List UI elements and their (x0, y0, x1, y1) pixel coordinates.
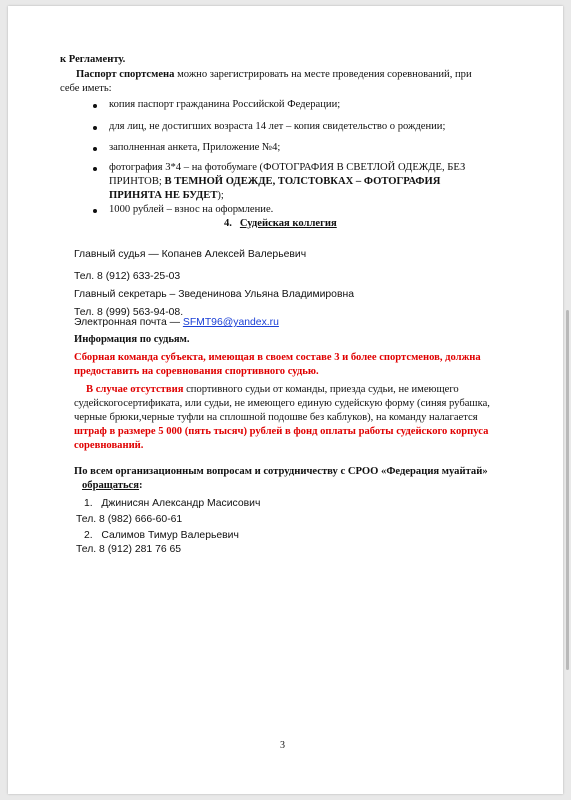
list-item-continuation (109, 175, 440, 189)
section-heading (224, 217, 337, 231)
contact-phone-2: Тел. 8 (912) 281 76 65 (76, 544, 182, 555)
section-number: 4. (224, 218, 232, 229)
penalty-line3: черные брюки,черные туфли на сплошной подошве без каблуков), на команду налагается (74, 412, 478, 423)
penalty-fine-end: соревнований. (74, 440, 144, 451)
email-link[interactable]: SFMT96@yandex.ru (182, 317, 279, 328)
judge-requirement-line1: Сборная команда субъекта, имеющая в своем составе 3 и более спортсменов, должна (74, 352, 481, 363)
photo-bold-end: ПРИНЯТА НЕ БУДЕТ (109, 190, 218, 201)
passport-text: можно зарегистрировать на месте проведения соревнований, при (174, 69, 472, 80)
bullet-dot (93, 147, 97, 151)
contact-number: 1. (84, 498, 93, 509)
absence-text: спортивного судьи от команды, приезда судьи, не имеющего (183, 384, 459, 395)
photo-bold: В ТЕМНОЙ ОДЕЖДЕ, ТОЛСТОВКАХ – ФОТОГРАФИЯ (164, 176, 441, 187)
contacts-title: По всем организационным вопросам и сотрудничеству с СРОО «Федерация муайтай» (74, 466, 488, 477)
judges-info-title: Информация по судьям. (74, 334, 190, 345)
email-line (74, 316, 279, 330)
chief-secretary: Главный секретарь – Зведенинова Ульяна Владимировна (74, 289, 354, 300)
contact-name: Салимов Тимур Валерьевич (101, 530, 239, 541)
contact-phone-1: Тел. 8 (982) 666-60-61 (76, 514, 183, 525)
email-label: Электронная почта — (74, 317, 183, 328)
penalty-line1 (86, 383, 459, 397)
list-item: копия паспорт гражданина Российской Федерации; (109, 99, 341, 110)
contact-person-2 (84, 529, 239, 543)
list-item: 1000 рублей – взнос на оформление. (109, 204, 274, 215)
reglament-line: к Регламенту. (60, 54, 126, 65)
page-content (8, 6, 563, 794)
contact-number: 2. (84, 530, 93, 541)
scrollbar[interactable] (566, 310, 569, 670)
penalty-fine: штраф в размере 5 000 (пять тысяч) рублей в фонд оплаты работы судейского корпуса (74, 426, 489, 437)
judge-requirement-line2: предоставить на соревнования спортивного судью. (74, 366, 319, 377)
bullet-dot (93, 209, 97, 213)
bullet-dot (93, 126, 97, 130)
list-item: фотография 3*4 – на фотобумаге (ФОТОГРАФИЯ В СВЕТЛОЙ ОДЕЖДЕ, БЕЗ (109, 162, 466, 173)
contacts-colon: : (139, 480, 143, 491)
passport-bold: Паспорт спортсмена (76, 69, 175, 80)
chief-judge: Главный судья — Копанев Алексей Валерьевич (74, 249, 307, 260)
contacts-apply: обращаться (82, 480, 139, 491)
absence-red: В случае отсутствия (86, 384, 184, 395)
passport-paragraph (76, 68, 472, 82)
list-item: заполненная анкета, Приложение №4; (109, 142, 281, 153)
contacts-title2 (82, 479, 143, 493)
contact-person-1 (84, 497, 260, 511)
document-page (8, 6, 563, 794)
chief-judge-phone: Тел. 8 (912) 633-25-03 (74, 271, 181, 282)
passport-line2: себе иметь: (60, 83, 112, 94)
list-item: для лиц, не достигших возраста 14 лет – копия свидетельство о рождении; (109, 121, 446, 132)
list-item-continuation (109, 189, 224, 203)
bullet-dot (93, 104, 97, 108)
chief-secretary-phone: Тел. 8 (999) 563-94-08. (74, 307, 184, 318)
bullet-dot (93, 167, 97, 171)
photo-plain: ПРИНТОВ; (109, 176, 165, 187)
penalty-line2: судейскогосертификата, или судьи, не имеющего единую судейскую форму (синяя рубашка, (74, 398, 490, 409)
photo-end: ); (217, 190, 224, 201)
section-title: Судейская коллегия (239, 218, 337, 229)
contact-name: Джинисян Александр Масисович (101, 498, 261, 509)
page-number: 3 (280, 740, 285, 751)
